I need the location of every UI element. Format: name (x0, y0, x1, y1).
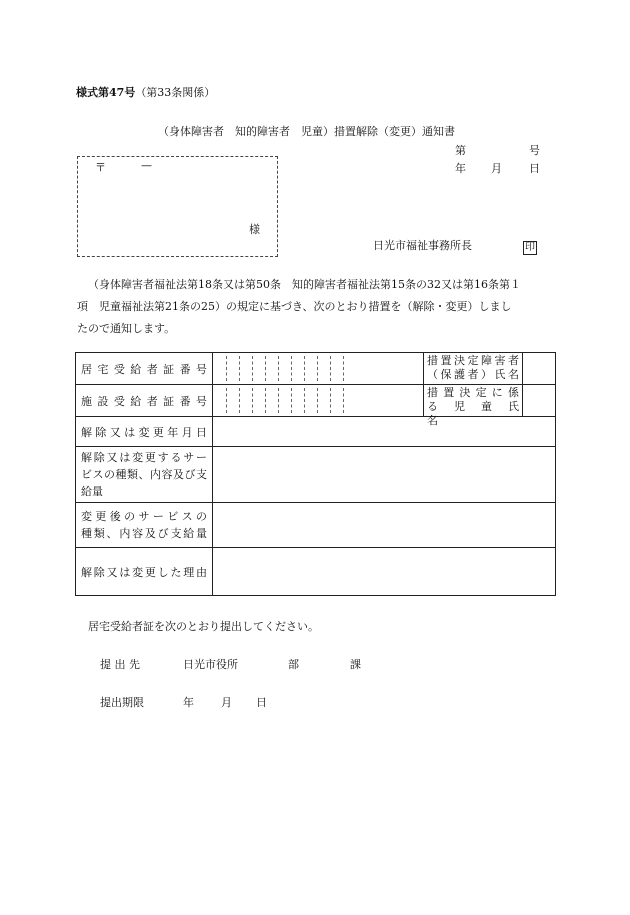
form-number: 様式第47号 (76, 86, 136, 99)
deadline-label: 提出期限 (100, 696, 144, 709)
row1-digit-boxes[interactable] (213, 353, 350, 384)
date-month: 月 (491, 162, 502, 175)
seal-stamp (523, 235, 537, 255)
row2-sublabel: 措置決定に係 る 児 童 氏 名 (423, 385, 523, 416)
dest-dept: 部 (288, 658, 299, 671)
date-year: 年 (455, 162, 466, 175)
postal-mark: 〒 (95, 161, 106, 174)
row2-label: 施設受給者証番号 (76, 385, 213, 416)
body-line-2: 項 児童福祉法第21条の25）の規定に基づき、次のとおり措置を（解除・変更）しまし (77, 300, 512, 313)
dest-section: 課 (350, 658, 361, 671)
table-row (76, 447, 555, 503)
row2-digit-boxes[interactable] (213, 385, 350, 416)
row1-sublabel: 措置決定障害者 （保護者）氏名 (423, 353, 523, 384)
doc-no-prefix: 第 (455, 144, 466, 157)
body-line-1: （身体障害者福祉法第18条又は第50条 知的障害者福祉法第15条の32又は第16条第１ (88, 278, 521, 291)
table-row (76, 417, 555, 447)
document-title: （身体障害者 知的障害者 児童）措置解除（変更）通知書 (158, 125, 455, 138)
row4-label: 解除又は変更するサー ビスの種類、内容及び支 給量 (76, 447, 213, 502)
deadline-year: 年 (183, 696, 194, 709)
dest-office: 日光市役所 (183, 658, 238, 671)
instruction: 居宅受給者証を次のとおり提出してください。 (88, 620, 319, 633)
issuer: 日光市福祉事務所長 (373, 239, 472, 252)
doc-no-suffix: 号 (529, 144, 540, 157)
deadline-day: 日 (256, 696, 267, 709)
row5-label: 変更後のサービスの 種類、内容及び支給量 (76, 503, 213, 547)
row1-label: 居宅受給者証番号 (76, 353, 213, 384)
table-row (76, 503, 555, 548)
honorific: 様 (249, 223, 260, 236)
row3-label: 解除又は変更年月日 (76, 417, 213, 446)
seal-label: 印 (525, 242, 535, 253)
dest-label: 提 出 先 (100, 658, 140, 671)
date-day: 日 (529, 162, 540, 175)
form-relation: （第33条関係） (135, 86, 216, 99)
postal-dash: — (141, 159, 152, 172)
form-header (76, 84, 215, 100)
deadline-month: 月 (221, 696, 232, 709)
table-row (76, 548, 555, 595)
table-row (76, 385, 555, 427)
body-line-3: たので通知します。 (77, 322, 176, 335)
address-box (77, 156, 278, 257)
row6-label: 解除又は変更した理由 (76, 548, 213, 595)
table-row (76, 353, 555, 385)
form-table (75, 352, 556, 596)
